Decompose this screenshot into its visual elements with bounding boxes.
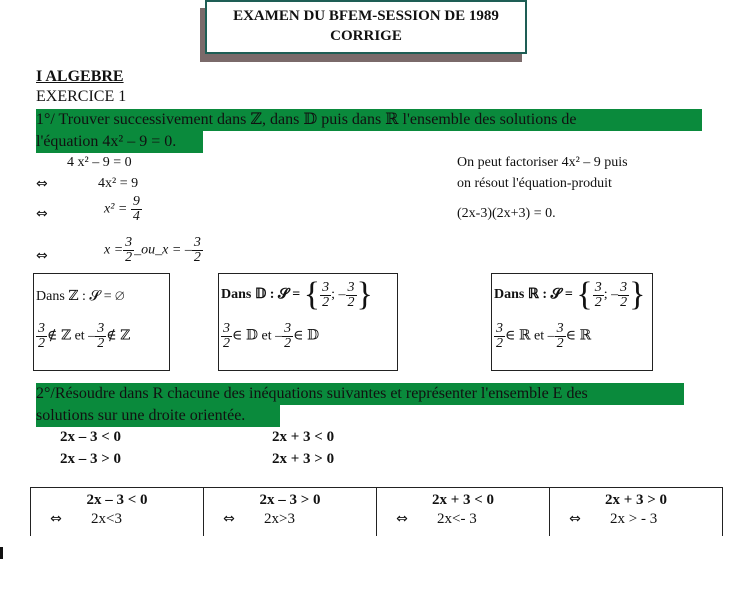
question-2-line-2: solutions sur une droite orientée. bbox=[36, 405, 280, 427]
question-1-line-2: l'équation 4x² – 9 = 0. bbox=[36, 131, 203, 153]
section-title: I ALGEBRE bbox=[36, 68, 124, 85]
table-cell: 2x + 3 < 0 ⇔ 2x<- 3 bbox=[377, 488, 550, 537]
inequality-4: 2x + 3 > 0 bbox=[272, 451, 335, 467]
box-r-head: Dans ℝ : 𝓢 = { $\frac{3}{2}$ ; – $\frac{3}{2}$ } bbox=[494, 276, 646, 313]
solution-box-z bbox=[33, 273, 170, 371]
solution-box-d bbox=[218, 273, 398, 371]
step-3-lhs: x² = bbox=[104, 201, 128, 217]
step-3 bbox=[104, 195, 142, 224]
question-2-line-1: 2°/Résoudre dans R chacune des inéquations suivantes et représenter l'ensemble E des bbox=[36, 383, 684, 405]
inequality-table bbox=[30, 487, 723, 536]
equiv-arrow-3: ⇔ bbox=[36, 248, 48, 264]
table-cell: 2x – 3 > 0 ⇔ 2x>3 bbox=[204, 488, 377, 537]
step-1: 4 x² – 9 = 0 bbox=[67, 155, 132, 170]
question-1-line-1: 1°/ Trouver successivement dans ℤ, dans 𝔻 puis dans ℝ l'ensemble des solutions de bbox=[36, 109, 702, 131]
inequality-2: 2x + 3 < 0 bbox=[272, 429, 335, 445]
step-2: 4x² = 9 bbox=[98, 176, 139, 191]
equiv-arrow-2: ⇔ bbox=[36, 206, 48, 222]
table-cell: 2x – 3 < 0 ⇔ 2x<3 bbox=[31, 488, 204, 537]
box-r-line: $\frac{3}{2}$ ∈ ℝ et – $\frac{3}{2}$ ∈ ℝ bbox=[496, 321, 592, 351]
table-cell: 2x + 3 > 0 ⇔ 2x > - 3 bbox=[550, 488, 723, 537]
note-line-1: On peut factoriser 4x² – 9 puis bbox=[457, 155, 628, 170]
inequality-3: 2x – 3 > 0 bbox=[60, 451, 122, 467]
note-line-2: on résout l'équation-produit bbox=[457, 176, 612, 191]
fraction-9-4: $\frac{9}{4}$ bbox=[132, 194, 140, 224]
inequality-1: 2x – 3 < 0 bbox=[60, 429, 122, 445]
title-box bbox=[205, 0, 527, 54]
box-z-line: $\frac{3}{2}$ ∉ ℤ et – $\frac{3}{2}$ ∉ ℤ bbox=[38, 321, 131, 351]
equiv-arrow-1: ⇔ bbox=[36, 176, 48, 192]
solution-box-r bbox=[491, 273, 653, 371]
title-line-1: EXAMEN DU BFEM-SESSION DE 1989 bbox=[233, 8, 499, 24]
note-line-3: (2x-3)(2x+3) = 0. bbox=[457, 206, 556, 221]
step-4: x = $\frac{3}{2}$ _ou_x = – $\frac{3}{2}$ bbox=[104, 235, 201, 265]
box-d-line: $\frac{3}{2}$ ∈ 𝔻 et – $\frac{3}{2}$ ∈ 𝔻 bbox=[223, 321, 320, 351]
title-line-2: CORRIGE bbox=[330, 28, 402, 44]
margin-mark bbox=[0, 547, 3, 559]
box-d-head: Dans 𝔻 : 𝓢 = { $\frac{3}{2}$ ; – $\frac{3}{2}$ } bbox=[221, 276, 373, 313]
exercise-title: EXERCICE 1 bbox=[36, 88, 127, 105]
box-z-head: Dans ℤ : 𝓢 = ∅ bbox=[36, 289, 125, 304]
